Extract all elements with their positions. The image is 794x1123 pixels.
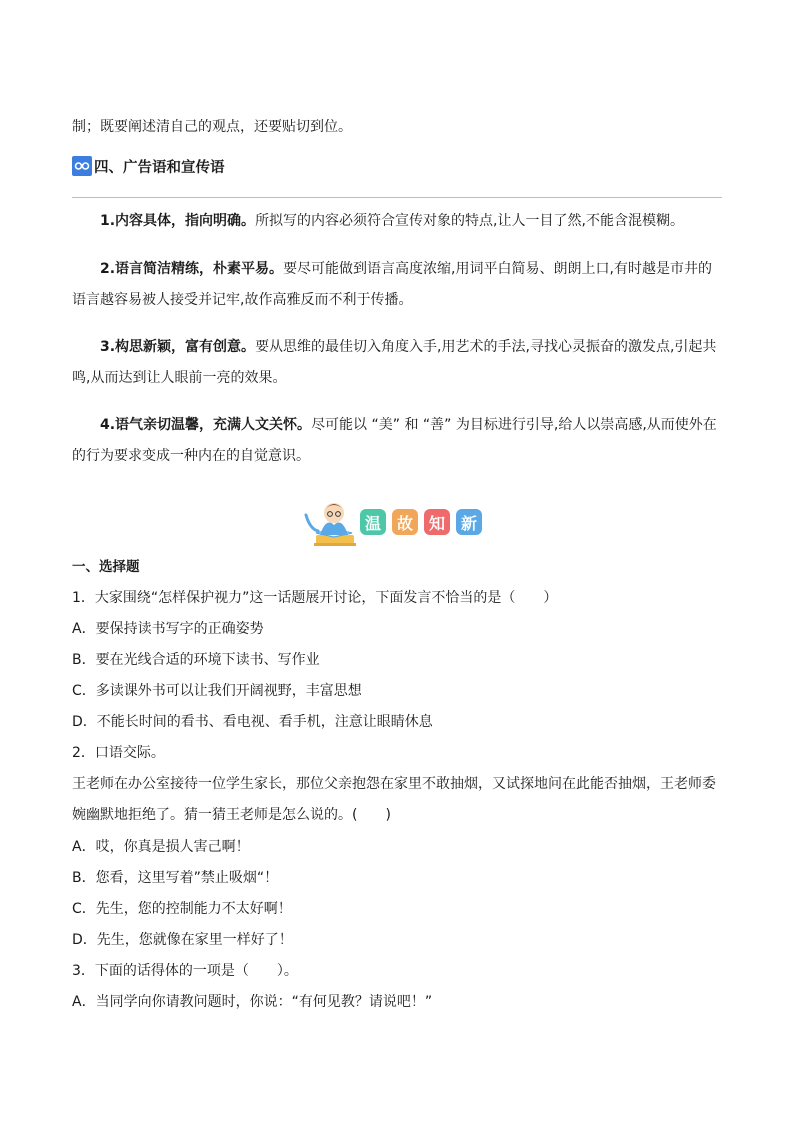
point-3-lead: 3.构思新颖，富有创意。: [100, 339, 256, 355]
question-1: 1．大家围绕“怎样保护视力”这一话题展开讨论，下面发言不恰当的是（ ）: [72, 590, 558, 606]
point-1-lead: 1.内容具体，指向明确。: [100, 213, 256, 229]
point-4: [72, 410, 722, 472]
point-2-text: 要尽可能做到语言高度浓缩,用词平白简易、朗朗上口,有时越是市井的语言越容易被人接受并记牢,故作高雅反而不利于传播。: [72, 261, 712, 308]
point-4-lead: 4.语气亲切温馨，充满人文关怀。: [100, 417, 312, 433]
banner-char-2: 故: [392, 509, 418, 535]
question-1-option-c: C．多读课外书可以让我们开阔视野，丰富思想: [72, 683, 362, 699]
question-3: 3．下面的话得体的一项是（ ）。: [72, 963, 298, 979]
point-3-text: 要从思维的最佳切入角度入手,用艺术的手法,寻找心灵振奋的激发点,引起共鸣,从而达到让人眼前一亮的效果。: [72, 339, 717, 386]
question-1-option-b: B．要在光线合适的环境下读书、写作业: [72, 652, 320, 668]
point-1-text: 所拟写的内容必须符合宣传对象的特点,让人一目了然,不能含混模糊。: [255, 213, 684, 229]
question-2-option-b: B．您看，这里写着”禁止吸烟“！: [72, 870, 279, 886]
question-2-option-d: D．先生，您就像在家里一样好了！: [72, 932, 293, 948]
review-banner: [302, 495, 492, 551]
point-2-lead: 2.语言简洁精练，朴素平易。: [100, 261, 284, 277]
banner-char-3: 知: [424, 509, 450, 535]
section-heading: [72, 153, 225, 179]
banner-char-1: 温: [360, 509, 386, 535]
question-2-stem: 王老师在办公室接待一位学生家长，那位父亲抱怨在家里不敢抽烟，又试探地问在此能否抽烟，王老师委婉幽默地拒绝了。猜一猜王老师是怎么说的。( ): [72, 776, 716, 823]
question-3-option-a: A．当同学向你请教问题时，你说：“有何见教？请说吧！”: [72, 994, 433, 1010]
point-4-text: 尽可能以 “美” 和 “善” 为目标进行引导,给人以崇高感,从而使外在的行为要求变成一种内在的自觉意识。: [72, 417, 717, 464]
question-2-option-a: A．哎，你真是损人害己啊！: [72, 839, 250, 855]
point-3: [72, 332, 722, 394]
banner-char-4: 新: [456, 509, 482, 535]
heading-divider: [72, 197, 722, 198]
point-1: [72, 206, 722, 237]
question-2: 2．口语交际。: [72, 745, 165, 761]
point-2: [72, 254, 722, 316]
question-1-option-d: D．不能长时间的看书、看电视、看手机，注意让眼睛休息: [72, 714, 433, 730]
exercise-heading: 一、选择题: [72, 559, 140, 575]
intro-line: 制；既要阐述清自己的观点，还要贴切到位。: [72, 119, 352, 135]
student-reading-icon: [302, 495, 358, 551]
question-1-option-a: A．要保持读书写字的正确姿势: [72, 621, 264, 637]
question-2-option-c: C．先生，您的控制能力不太好啊！: [72, 901, 292, 917]
section-title: 四、广告语和宣传语: [94, 159, 225, 176]
link-icon: [72, 156, 92, 176]
banner-title: [360, 509, 482, 535]
